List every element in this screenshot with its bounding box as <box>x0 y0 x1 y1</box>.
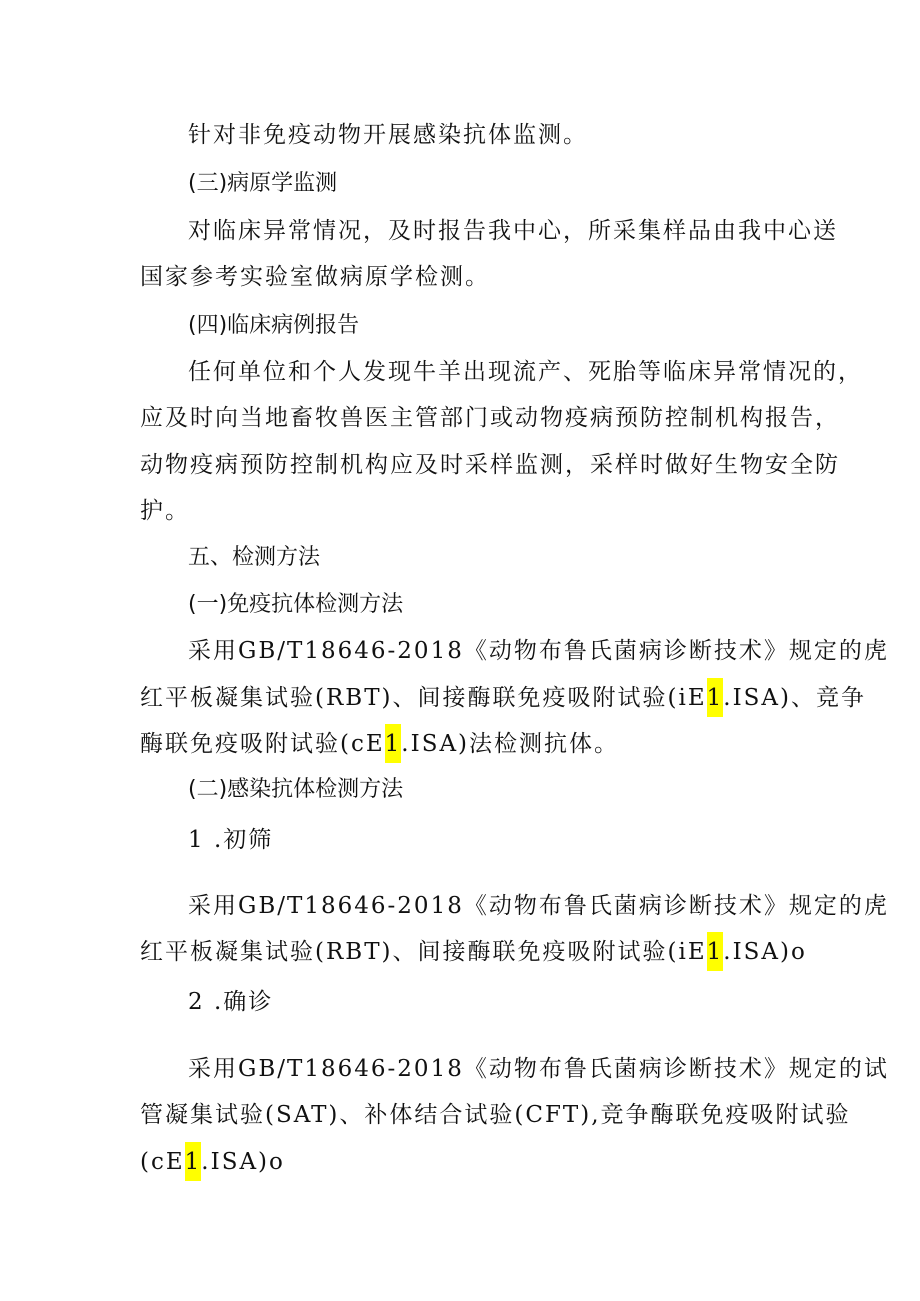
body-text-line: 应及时向当地畜牧兽医主管部门或动物疫病预防控制机构报告， <box>140 405 840 431</box>
body-text-line: 管凝集试验(SAT)、补体结合试验(CFT),竞争酶联免疫吸附试验 <box>140 1102 851 1128</box>
body-text-line: 采用GB/T18646-2018《动物布鲁氏菌病诊断技术》规定的试 <box>188 1056 889 1082</box>
chapter-heading-detection-methods: 五、检测方法 <box>188 545 321 570</box>
text-segment: .ISA)、竞争 <box>723 685 867 711</box>
section-heading-infection-antibody-methods: (二)感染抗体检测方法 <box>188 777 404 802</box>
text-segment: 红平板凝集试验(RBT)、间接酶联免疫吸附试验(iE <box>140 939 707 965</box>
text-segment: .ISA)o <box>723 939 807 965</box>
body-text-line: 采用GB/T18646-2018《动物布鲁氏菌病诊断技术》规定的虎 <box>188 893 889 919</box>
body-text-line: 国家参考实验室做病原学检测。 <box>140 264 490 290</box>
body-text-line: 护。 <box>140 498 190 524</box>
body-text-line: 任何单位和个人发现牛羊出现流产、死胎等临床异常情况的， <box>188 359 863 385</box>
list-item-confirmation: 2 .确诊 <box>188 989 274 1015</box>
list-item-preliminary-screening: 1 .初筛 <box>188 827 274 853</box>
text-segment: 酶联免疫吸附试验(cE <box>140 731 385 757</box>
highlight-mark: 1 <box>707 932 724 971</box>
body-text-line-highlighted <box>140 681 866 715</box>
body-text-line: 对临床异常情况，及时报告我中心，所采集样品由我中心送 <box>188 218 838 244</box>
highlight-mark: 1 <box>185 1142 202 1181</box>
section-heading-immune-antibody-methods: (一)免疫抗体检测方法 <box>188 592 404 617</box>
body-text-line-highlighted <box>140 727 619 761</box>
body-text-line: 针对非免疫动物开展感染抗体监测。 <box>188 122 588 148</box>
text-segment: .ISA)法检测抗体。 <box>401 731 620 757</box>
text-segment: .ISA)o <box>201 1149 285 1175</box>
body-text-line: 采用GB/T18646-2018《动物布鲁氏菌病诊断技术》规定的虎 <box>188 638 889 664</box>
body-text-line-highlighted <box>140 935 807 969</box>
section-heading-pathogen-monitoring: (三)病原学监测 <box>188 171 338 196</box>
body-text-line-highlighted <box>140 1145 285 1179</box>
highlight-mark: 1 <box>707 678 724 717</box>
text-segment: (cE <box>140 1149 185 1175</box>
highlight-mark: 1 <box>385 724 402 763</box>
section-heading-clinical-case-report: (四)临床病例报告 <box>188 313 360 338</box>
body-text-line: 动物疫病预防控制机构应及时采样监测，采样时做好生物安全防 <box>140 452 840 478</box>
text-segment: 红平板凝集试验(RBT)、间接酶联免疫吸附试验(iE <box>140 685 707 711</box>
